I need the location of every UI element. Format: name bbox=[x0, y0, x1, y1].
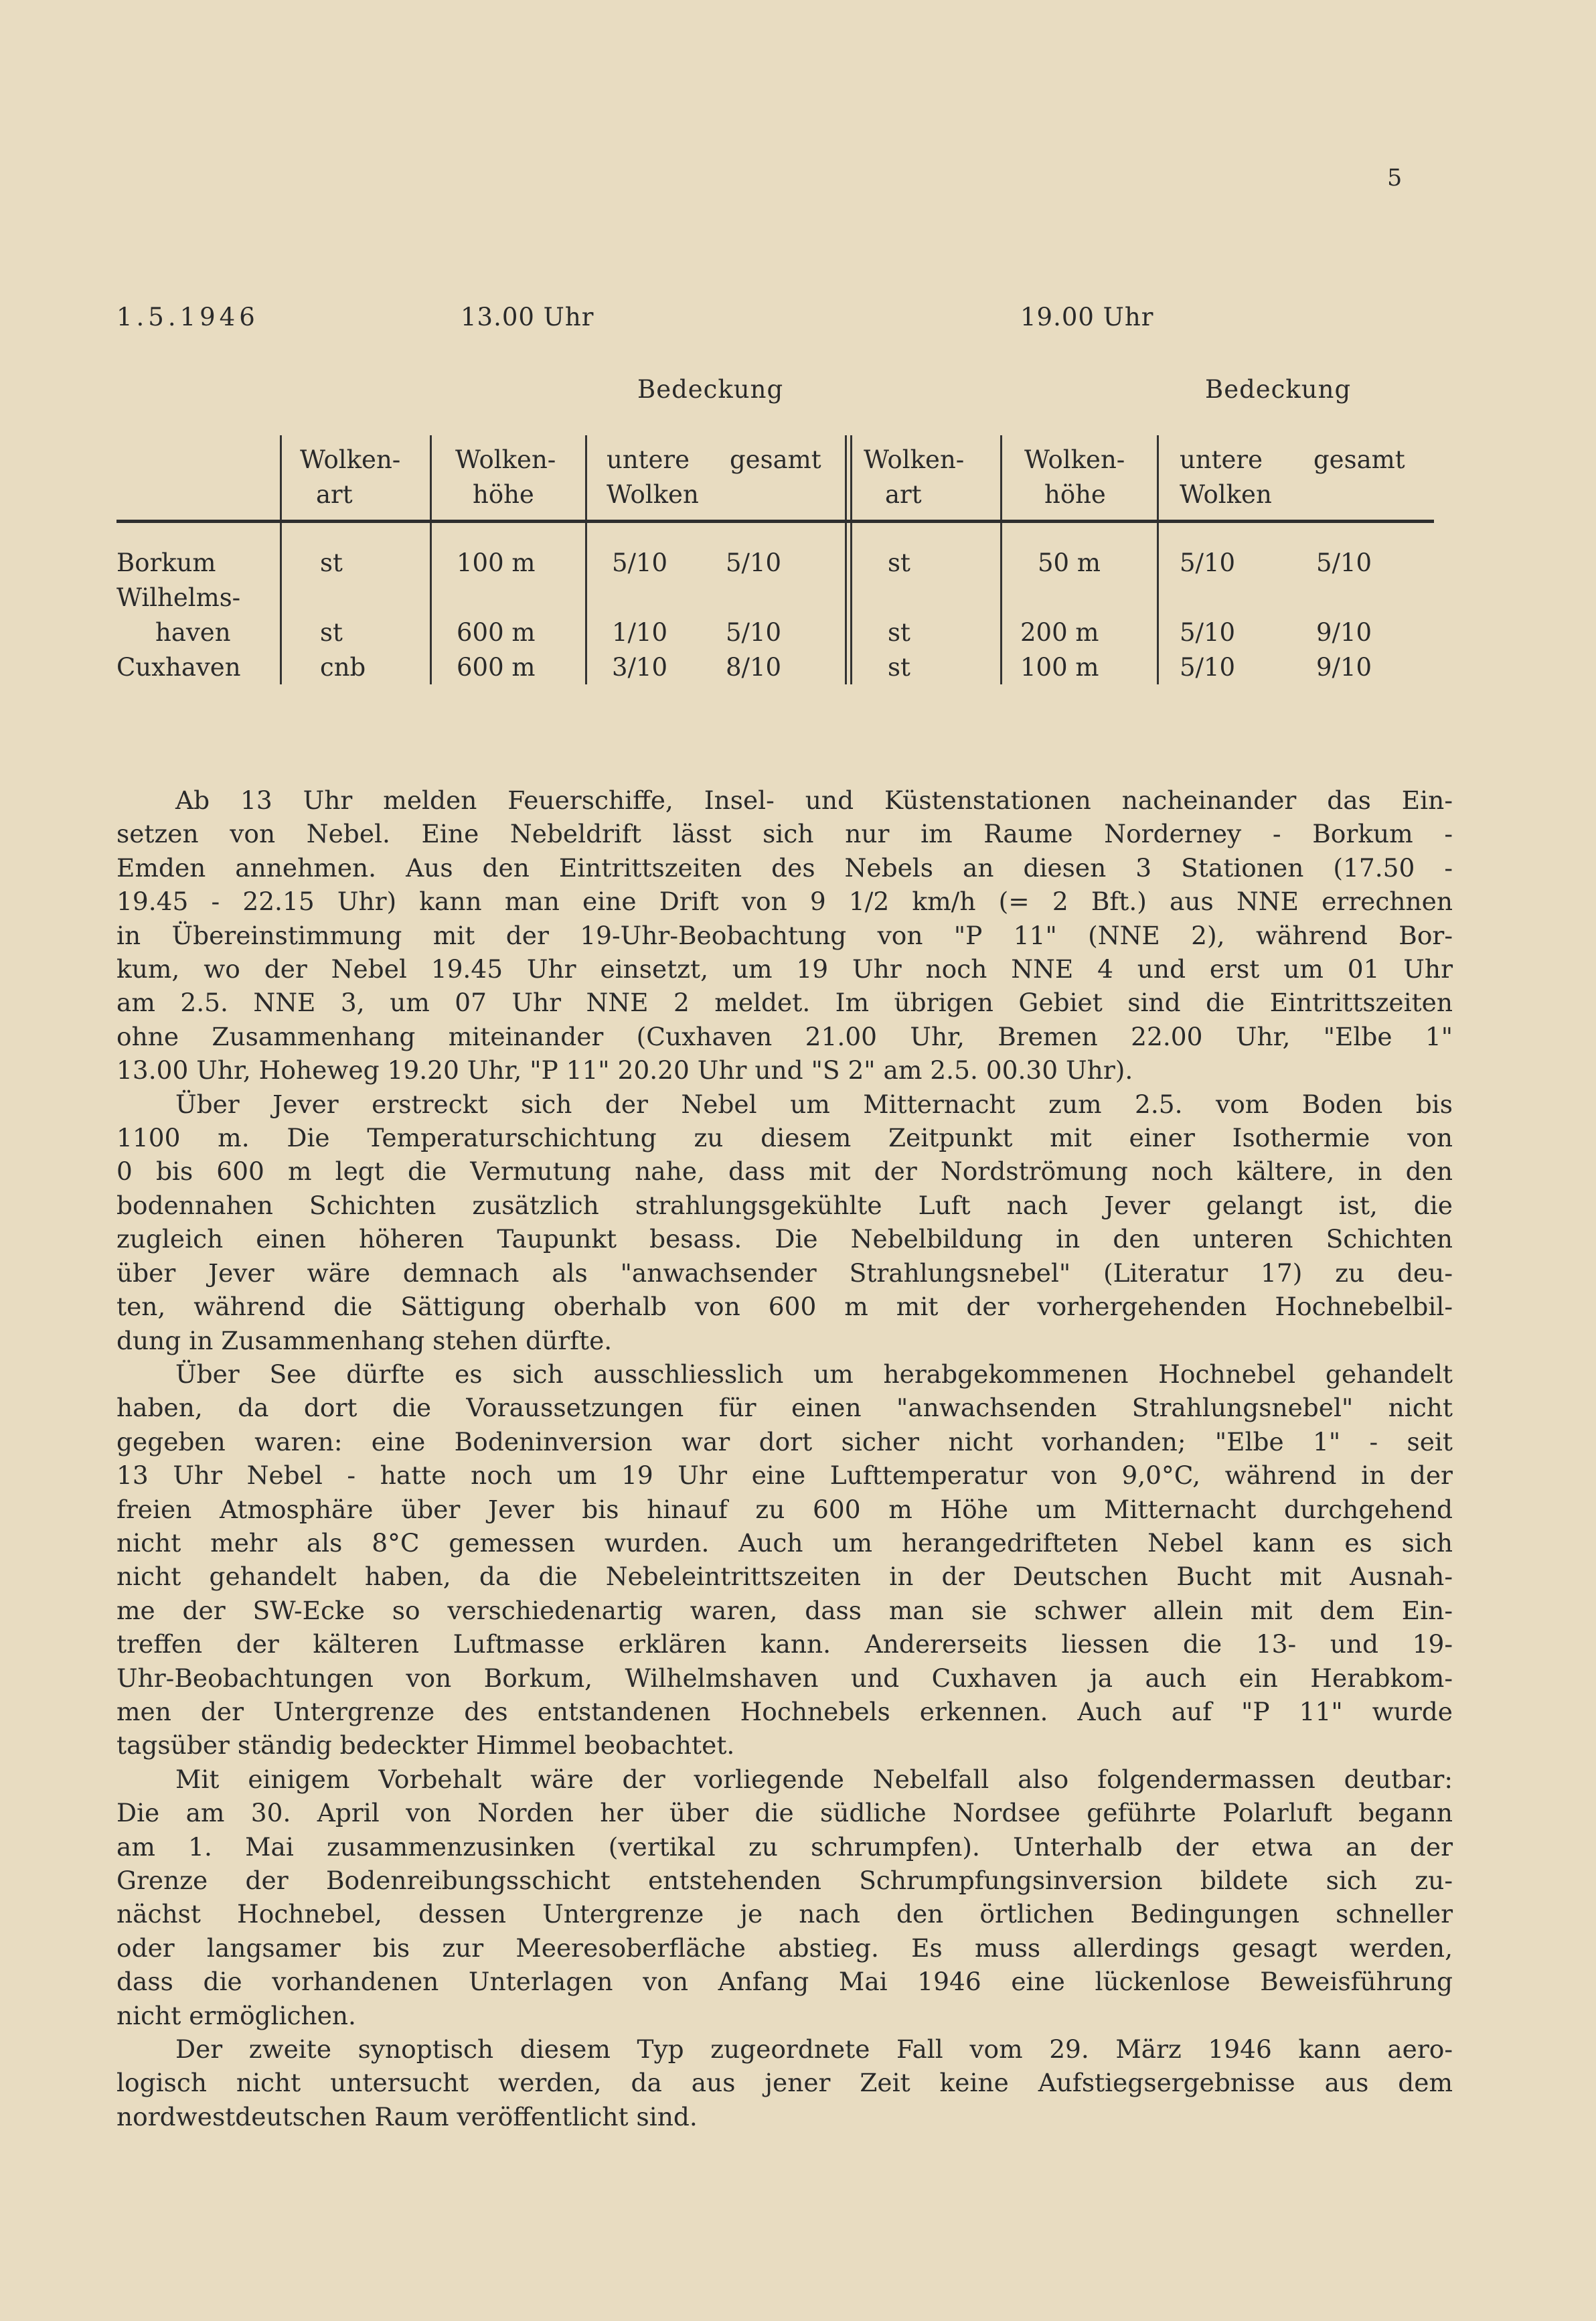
cell-untere-1900: 5/10 bbox=[1180, 618, 1236, 647]
cell-hoehe-1300: 600 m bbox=[457, 653, 536, 682]
paragraph-line: nicht gehandelt haben, da die Nebeleintrittszeiten in der Deutschen Bucht mit Ausnah- bbox=[116, 1562, 1453, 1592]
table-rule bbox=[430, 435, 432, 684]
paragraph-line: in Übereinstimmung mit der 19-Uhr-Beobachtung von "P 11" (NNE 2), während Bor- bbox=[116, 920, 1453, 950]
paragraph-line: 13.00 Uhr, Hoheweg 19.20 Uhr, "P 11" 20.20 Uhr und "S 2" am 2.5. 00.30 Uhr). bbox=[116, 1055, 1133, 1085]
table-rule bbox=[585, 435, 587, 684]
paragraph-line: Grenze der Bodenreibungsschicht entstehenden Schrumpfungsinversion bildete sich zu- bbox=[116, 1866, 1453, 1895]
time-label-1300: 13.00 Uhr bbox=[461, 303, 594, 331]
cell-untere-1900: 5/10 bbox=[1180, 548, 1236, 577]
paragraph-line: Uhr-Beobachtungen von Borkum, Wilhelmshaven und Cuxhaven ja auch ein Herabkom- bbox=[116, 1663, 1453, 1693]
cell-art-1900: st bbox=[888, 653, 910, 682]
table-rule bbox=[1000, 435, 1002, 684]
paragraph bbox=[116, 1088, 1453, 1357]
paragraph-line: kum, wo der Nebel 19.45 Uhr einsetzt, um 19 Uhr noch NNE 4 und erst um 01 Uhr bbox=[116, 954, 1453, 984]
table-header-rule bbox=[116, 520, 1434, 523]
paragraph-line: 0 bis 600 m legt die Vermutung nahe, dass mit der Nordströmung noch kältere, in den bbox=[116, 1156, 1453, 1187]
col-header-wolkenart-2: Wolken- bbox=[864, 445, 965, 474]
col-header-wolkenhoehe-1: Wolken- bbox=[455, 445, 556, 474]
paragraph-line: nicht mehr als 8°C gemessen wurden. Auch um herangedrifteten Nebel kann es sich bbox=[116, 1527, 1453, 1558]
paragraph bbox=[116, 1763, 1453, 2032]
paragraph bbox=[116, 1357, 1453, 1763]
col-header-wolkenhoehe-2: höhe bbox=[1044, 480, 1106, 509]
cell-untere-1300: 5/10 bbox=[612, 548, 668, 577]
cell-art-1900: st bbox=[888, 618, 910, 647]
paragraph-line: nicht ermöglichen. bbox=[116, 2000, 356, 2030]
paragraph-line: am 2.5. NNE 3, um 07 Uhr NNE 2 meldet. Im übrigen Gebiet sind die Eintrittszeiten bbox=[116, 988, 1453, 1018]
cell-gesamt-1900: 9/10 bbox=[1316, 653, 1372, 682]
paragraph-line: Die am 30. April von Norden her über die südliche Nordsee geführte Polarluft begann bbox=[116, 1798, 1453, 1828]
col-header-wolkenart-1: art bbox=[316, 480, 353, 509]
paragraph bbox=[116, 783, 1453, 1088]
cell-gesamt-1300: 5/10 bbox=[726, 618, 782, 647]
paragraph-line: men der Untergrenze des entstandenen Hochnebels erkennen. Auch auf "P 11" wurde bbox=[116, 1696, 1453, 1726]
paragraph-line: treffen der kälteren Luftmasse erklären kann. Andererseits liessen die 13- und 19- bbox=[116, 1629, 1453, 1659]
paragraph-line: am 1. Mai zusammenzusinken (vertikal zu schrumpfen). Unterhalb der etwa an der bbox=[116, 1831, 1453, 1862]
body-text bbox=[116, 783, 1453, 2133]
cell-untere-1300: 1/10 bbox=[612, 618, 668, 647]
paragraph-line: gegeben waren: eine Bodeninversion war dort sicher nicht vorhanden; "Elbe 1" - seit bbox=[116, 1426, 1453, 1456]
paragraph-line: nächst Hochnebel, dessen Untergrenze je nach den örtlichen Bedingungen schneller bbox=[116, 1899, 1453, 1929]
paragraph-line: freien Atmosphäre über Jever bis hinauf zu 600 m Höhe um Mitternacht durchgehend bbox=[116, 1494, 1453, 1524]
paragraph-line: dass die vorhandenen Unterlagen von Anfang Mai 1946 eine lückenlose Beweisführung bbox=[116, 1967, 1453, 1997]
col-header-wolkenhoehe-2: Wolken- bbox=[1024, 445, 1125, 474]
col-header-gesamt-1: gesamt bbox=[730, 445, 821, 474]
cell-art-1300: st bbox=[320, 548, 343, 577]
table-rule bbox=[845, 435, 847, 684]
time-label-1900: 19.00 Uhr bbox=[1020, 303, 1154, 331]
col-header-wolkenhoehe-1: höhe bbox=[473, 480, 534, 509]
paragraph-line: 19.45 - 22.15 Uhr) kann man eine Drift von 9 1/2 km/h (= 2 Bft.) aus NNE errechnen bbox=[116, 887, 1453, 917]
col-header-untere-1: untere bbox=[607, 445, 690, 474]
col-header-wolkenart-1: Wolken- bbox=[300, 445, 401, 474]
cell-hoehe-1300: 600 m bbox=[457, 618, 536, 647]
paragraph-line: Über Jever erstreckt sich der Nebel um Mitternacht zum 2.5. vom Boden bis bbox=[175, 1089, 1453, 1119]
bedeckung-label-1900: Bedeckung bbox=[1205, 375, 1352, 404]
paragraph-line: logisch nicht untersucht werden, da aus jener Zeit keine Aufstiegsergebnisse aus dem bbox=[116, 2068, 1453, 2098]
paragraph-line: ohne Zusammenhang miteinander (Cuxhaven 21.00 Uhr, Bremen 22.00 Uhr, "Elbe 1" bbox=[116, 1021, 1453, 1051]
table-rule bbox=[280, 435, 282, 684]
paragraph-line: Mit einigem Vorbehalt wäre der vorliegende Nebelfall also folgendermassen deutbar: bbox=[175, 1764, 1453, 1794]
cell-gesamt-1300: 8/10 bbox=[726, 653, 782, 682]
page-number: 5 bbox=[1387, 165, 1403, 192]
cell-gesamt-1900: 5/10 bbox=[1316, 548, 1372, 577]
cell-art-1300: cnb bbox=[320, 653, 366, 682]
cell-hoehe-1900: 200 m bbox=[1020, 618, 1099, 647]
cell-untere-1300: 3/10 bbox=[612, 653, 668, 682]
paragraph-line: setzen von Nebel. Eine Nebeldrift lässt sich nur im Raume Norderney - Borkum - bbox=[116, 819, 1453, 849]
table-rule bbox=[1157, 435, 1159, 684]
paragraph-line: me der SW-Ecke so verschiedenartig waren, dass man sie schwer allein mit dem Ein- bbox=[116, 1595, 1453, 1625]
paragraph-line: dung in Zusammenhang stehen dürfte. bbox=[116, 1325, 613, 1355]
table-rule bbox=[850, 435, 852, 684]
paragraph-line: bodennahen Schichten zusätzlich strahlungsgekühlte Luft nach Jever gelangt ist, die bbox=[116, 1190, 1453, 1220]
cell-art-1300: st bbox=[320, 618, 343, 647]
cell-hoehe-1900: 100 m bbox=[1020, 653, 1099, 682]
row-station: haven bbox=[155, 618, 231, 647]
table-date: 1.5.1946 bbox=[116, 303, 259, 331]
cell-hoehe-1900: 50 m bbox=[1038, 548, 1101, 577]
cell-gesamt-1300: 5/10 bbox=[726, 548, 782, 577]
paragraph-line: oder langsamer bis zur Meeresoberfläche abstieg. Es muss allerdings gesagt werden, bbox=[116, 1933, 1453, 1963]
bedeckung-label-1300: Bedeckung bbox=[637, 375, 784, 404]
paragraph-line: über Jever wäre demnach als "anwachsender Strahlungsnebel" (Literatur 17) zu deu- bbox=[116, 1258, 1453, 1288]
paragraph-line: Über See dürfte es sich ausschliesslich um herabgekommenen Hochnebel gehandelt bbox=[175, 1359, 1453, 1389]
paragraph-line: Emden annehmen. Aus den Eintrittszeiten des Nebels an diesen 3 Stationen (17.50 - bbox=[116, 852, 1453, 883]
col-header-gesamt-2: gesamt bbox=[1313, 445, 1405, 474]
paragraph-line: zugleich einen höheren Taupunkt besass. Die Nebelbildung in den unteren Schichten bbox=[116, 1224, 1453, 1254]
paragraph-line: Ab 13 Uhr melden Feuerschiffe, Insel- und Küstenstationen nacheinander das Ein- bbox=[175, 785, 1453, 815]
row-station: Borkum bbox=[116, 548, 216, 577]
cell-hoehe-1300: 100 m bbox=[457, 548, 536, 577]
paragraph-line: ten, während die Sättigung oberhalb von 600 m mit der vorhergehenden Hochnebelbil- bbox=[116, 1292, 1453, 1322]
row-station: Wilhelms- bbox=[116, 583, 241, 612]
col-header-untere-2: Wolken bbox=[1180, 480, 1272, 509]
cell-untere-1900: 5/10 bbox=[1180, 653, 1236, 682]
paragraph-line: Der zweite synoptisch diesem Typ zugeordnete Fall vom 29. März 1946 kann aero- bbox=[175, 2034, 1453, 2065]
paragraph-line: 13 Uhr Nebel - hatte noch um 19 Uhr eine Lufttemperatur von 9,0°C, während in der bbox=[116, 1461, 1453, 1491]
paragraph-line: tagsüber ständig bedeckter Himmel beobachtet. bbox=[116, 1730, 735, 1761]
row-station: Cuxhaven bbox=[116, 653, 241, 682]
cell-gesamt-1900: 9/10 bbox=[1316, 618, 1372, 647]
paragraph-line: 1100 m. Die Temperaturschichtung zu diesem Zeitpunkt mit einer Isothermie von bbox=[116, 1123, 1453, 1153]
col-header-wolkenart-2: art bbox=[885, 480, 922, 509]
cell-art-1900: st bbox=[888, 548, 910, 577]
paragraph-line: nordwestdeutschen Raum veröffentlicht sind. bbox=[116, 2101, 698, 2131]
paragraph-line: haben, da dort die Voraussetzungen für einen "anwachsenden Strahlungsnebel" nicht bbox=[116, 1393, 1453, 1423]
col-header-untere-1: Wolken bbox=[607, 480, 699, 509]
col-header-untere-2: untere bbox=[1180, 445, 1263, 474]
paragraph bbox=[116, 2032, 1453, 2133]
